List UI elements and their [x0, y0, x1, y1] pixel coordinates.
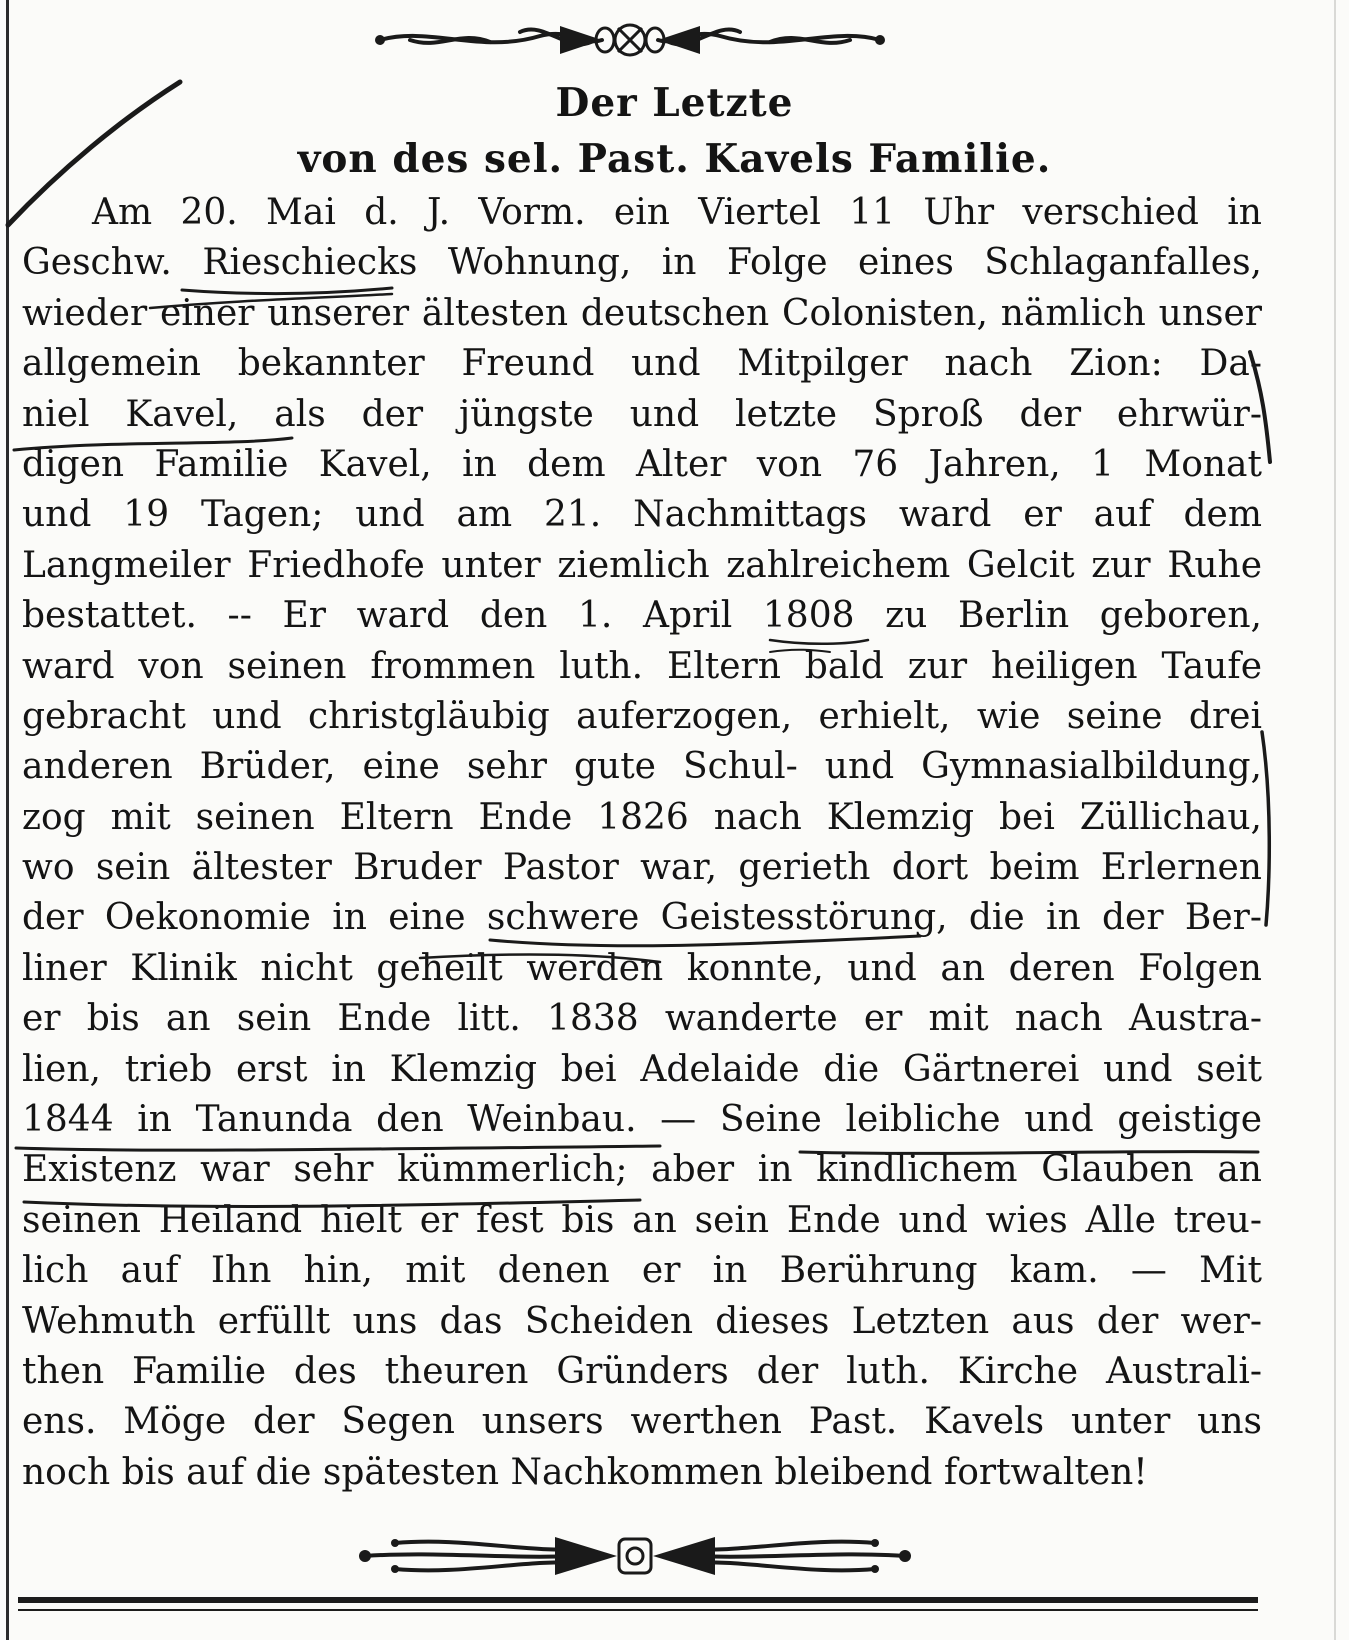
article-line: anderen Brüder, eine sehr gute Schul- und Gymnasialbildung, [22, 746, 1262, 788]
column-rule-left [6, 0, 9, 1640]
article-line: der Oekonomie in eine schwere Geistesstörung, die in der Ber- [22, 897, 1262, 939]
article-line: Geschw. Rieschiecks Wohnung, in Folge eines Schlaganfalles, [22, 242, 1262, 284]
article-line: liner Klinik nicht geheilt werden konnte, und an deren Folgen [22, 947, 1262, 989]
article-line: ward von seinen frommen luth. Eltern bald zur heiligen Taufe [22, 645, 1262, 687]
headline-subtitle: von des sel. Past. Kavels Familie. [297, 136, 1052, 182]
article-line: lich auf Ihn hin, mit denen er in Berührung kam. — Mit [22, 1250, 1262, 1292]
article-line: ens. Möge der Segen unsers werthen Past. Kavels unter uns [22, 1401, 1262, 1443]
article-line: lien, trieb erst in Klemzig bei Adelaide die Gärtnerei und seit [22, 1048, 1262, 1090]
article-line: digen Familie Kavel, in dem Alter von 76 Jahren, 1 Monat [22, 443, 1262, 485]
headline-title: Der Letzte [555, 80, 794, 126]
article-line: wo sein ältester Bruder Pastor war, gerieth dort beim Erlernen [22, 847, 1262, 889]
bottom-rule-thin [18, 1609, 1258, 1611]
article-line: gebracht und christgläubig auferzogen, erhielt, wie seine drei [22, 695, 1262, 737]
bottom-rule [18, 1597, 1258, 1603]
article-line: zog mit seinen Eltern Ende 1826 nach Klemzig bei Züllichau, [22, 796, 1262, 838]
ornament-bottom-icon [355, 1525, 915, 1587]
article-line: er bis an sein Ende litt. 1838 wanderte er mit nach Austra- [22, 998, 1262, 1040]
article-line: und 19 Tagen; und am 21. Nachmittags ward er auf dem [22, 494, 1262, 536]
page-edge-right [1334, 0, 1336, 1640]
article-line: allgemein bekannter Freund und Mitpilger nach Zion: Da- [22, 343, 1262, 385]
pen-margin-bracket [1262, 732, 1269, 925]
article-line: 1844 in Tanunda den Weinbau. — Seine leibliche und geistige [22, 1099, 1262, 1141]
article-line: Langmeiler Friedhofe unter ziemlich zahlreichem Gelcit zur Ruhe [22, 544, 1262, 586]
article-line: bestattet. -- Er ward den 1. April 1808 zu Berlin geboren, [22, 595, 1262, 637]
ornament-top-icon [370, 16, 890, 64]
article-line: niel Kavel, als der jüngste und letzte Sproß der ehrwür- [22, 393, 1262, 435]
article-line: noch bis auf die spätesten Nachkommen bleibend fortwalten! [22, 1451, 1148, 1493]
article-line: Am 20. Mai d. J. Vorm. ein Viertel 11 Uhr verschied in [92, 192, 1262, 233]
article-line: then Familie des theuren Gründers der luth. Kirche Australi- [22, 1350, 1262, 1392]
article-body [22, 188, 1262, 1498]
article-line: Existenz war sehr kümmerlich; aber in kindlichem Glauben an [22, 1149, 1262, 1191]
article-line: seinen Heiland hielt er fest bis an sein Ende und wies Alle treu- [22, 1199, 1262, 1241]
article-line: Wehmuth erfüllt uns das Scheiden dieses Letzten aus der wer- [22, 1300, 1262, 1342]
article-line: wieder einer unserer ältesten deutschen Colonisten, nämlich unser [22, 292, 1262, 334]
